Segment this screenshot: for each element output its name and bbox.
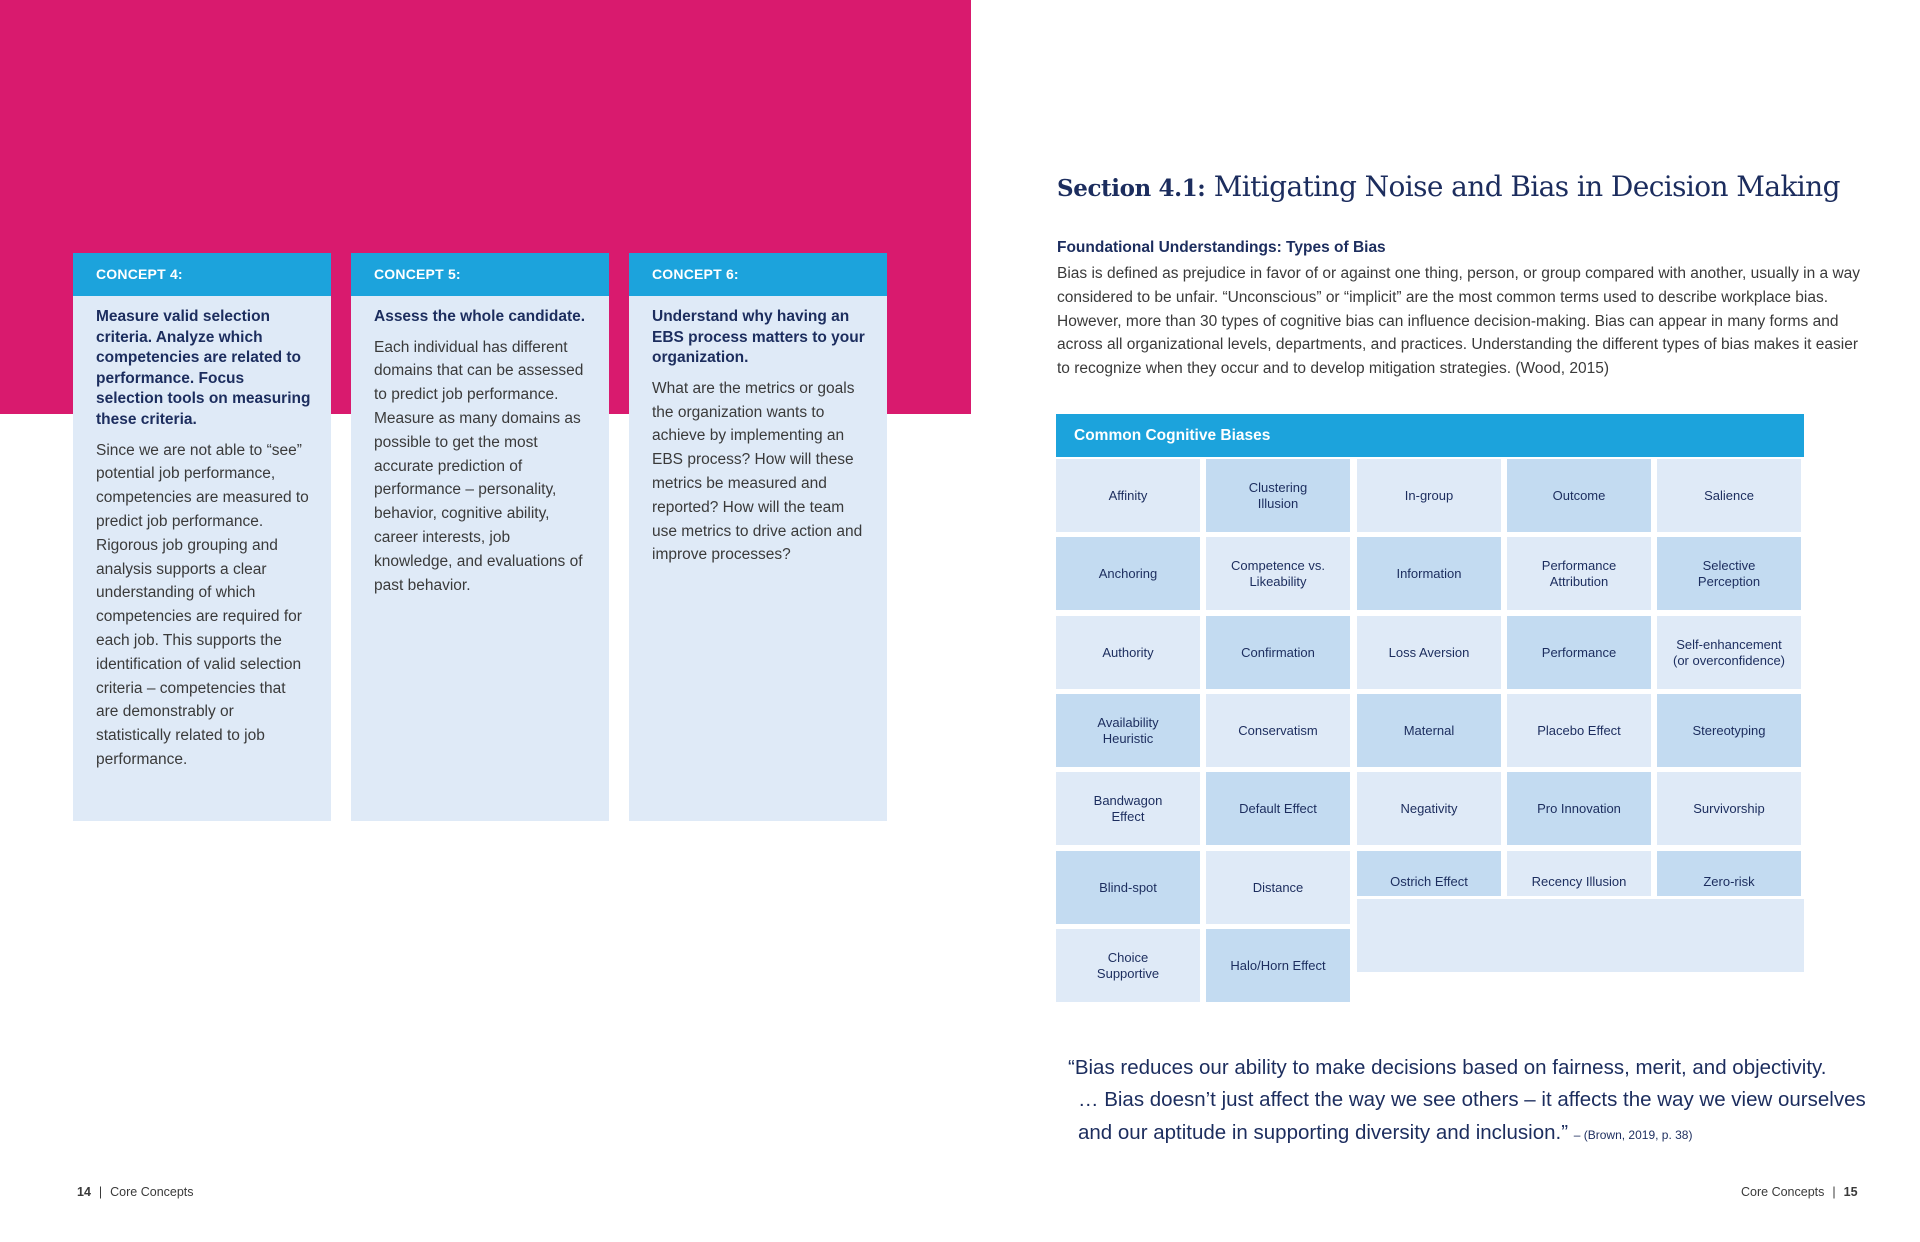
bias-cell — [1507, 851, 1651, 896]
bias-cell — [1357, 459, 1501, 532]
bias-cell-label: Recency Illusion — [1531, 874, 1627, 889]
bias-cell — [1206, 459, 1350, 532]
bias-cell-label: Loss Aversion — [1388, 644, 1470, 660]
cognitive-biases-table — [1056, 414, 1804, 981]
concept-card-body: Each individual has different domains that can be assessed to predict job performance. Measure as many domains as possible to get the most accurate prediction of performance – personality, behavior, cognitive ability, career interests, job knowledge, and evaluations of past behavior. — [374, 338, 584, 594]
bias-cell-label: Negativity — [1400, 800, 1458, 816]
bias-cell-label: Blind-spot — [1099, 879, 1157, 895]
concept-card-title: Measure valid selection criteria. Analyze which competencies are related to performance. Focus selection tools on measuring these criteria. — [96, 308, 311, 428]
concept-card-title: Assess the whole candidate. — [374, 308, 586, 325]
bias-cell-label: Self-enhancement (or overconfidence) — [1673, 636, 1785, 668]
bias-cell — [1657, 851, 1801, 896]
quote-citation: – (Brown, 2019, p. 38) — [1573, 1127, 1693, 1142]
section-number: Section 4.1: — [1057, 175, 1206, 202]
bias-cell — [1507, 616, 1651, 689]
concept-card-header: CONCEPT 5: — [351, 253, 609, 296]
bias-cell-label: Choice Supportive — [1096, 949, 1160, 981]
bias-cell-label: Affinity — [1108, 487, 1148, 503]
bias-cell-label: Ostrich Effect — [1390, 874, 1468, 889]
bias-cell — [1657, 694, 1801, 767]
footer-separator: | — [1832, 1185, 1836, 1199]
bias-cell — [1507, 694, 1651, 767]
bias-cell-label: Availability Heuristic — [1097, 714, 1159, 746]
bias-cell-label: Competence vs. Likeability — [1231, 557, 1325, 589]
bias-cell-label: Zero-risk — [1703, 874, 1755, 889]
concept-card-5 — [351, 253, 609, 821]
quote-line-2: … Bias doesn’t just affect the way we see others – it affects the way we view ourselves — [1078, 1088, 1866, 1112]
bias-cell-label: Anchoring — [1098, 565, 1158, 581]
bias-cell — [1056, 459, 1200, 532]
bias-cell-label: Performance — [1541, 644, 1617, 660]
bias-cell — [1357, 694, 1501, 767]
concept-card-header: CONCEPT 6: — [629, 253, 887, 296]
section-heading — [1057, 170, 1857, 203]
footer-separator: | — [98, 1185, 103, 1199]
bias-cell-label: Information — [1396, 565, 1462, 581]
bias-cell-label: Confirmation — [1241, 644, 1315, 660]
bias-cell — [1056, 772, 1200, 845]
bias-cell — [1056, 537, 1200, 610]
bias-cell — [1206, 851, 1350, 924]
bias-cell — [1056, 851, 1200, 924]
bias-cell — [1507, 459, 1651, 532]
empty-filler-block — [1357, 899, 1804, 972]
bias-cell-label: Conservatism — [1238, 722, 1318, 738]
intro-paragraph: Bias is defined as prejudice in favor of or against one thing, person, or group compared with another, usually in a way considered to be unfair. “Unconscious” or “implicit” are the most common terms used to describe workplace bias. However, more than 30 types of cognitive bias can influence decision-making. Bias can appear in many forms and across all organizational levels, departments, and practices. Understanding the different types of bias makes it easier to recognize when they occur and to develop mitigation strategies. (Wood, 2015) — [1057, 265, 1861, 378]
section-title: Mitigating Noise and Bias in Decision Making — [1213, 170, 1840, 203]
bias-cell-label: Authority — [1102, 644, 1154, 660]
concept-card-4 — [73, 253, 331, 821]
bias-cell — [1206, 772, 1350, 845]
bias-cell — [1056, 929, 1200, 1002]
bias-cell — [1056, 616, 1200, 689]
bias-cell — [1206, 537, 1350, 610]
bias-cell — [1507, 772, 1651, 845]
bias-cell-label: Bandwagon Effect — [1093, 792, 1163, 824]
bias-cell-label: Default Effect — [1239, 800, 1317, 816]
bias-cell-label: Distance — [1252, 879, 1304, 895]
bias-cell-label: In-group — [1404, 487, 1454, 503]
bias-cell-label: Stereotyping — [1692, 722, 1766, 738]
concept-card-body: Since we are not able to “see” potential job performance, competencies are measured to predict job performance. Rigorous job grouping and analysis supports a clear understanding of which competencies are required for each job. This supports the identification of valid selection criteria – competencies that are demonstrably or statistically related to job performance. — [96, 441, 309, 768]
bias-cell — [1657, 772, 1801, 845]
quote-line-3 — [1068, 1117, 1868, 1151]
page-number: 15 — [1843, 1185, 1858, 1199]
footer-right — [1741, 1185, 1858, 1199]
concept-card-header: CONCEPT 4: — [73, 253, 331, 296]
bias-cell-label: Pro Innovation — [1537, 800, 1621, 816]
concept-card-6 — [629, 253, 887, 821]
sub-heading: Foundational Understandings: Types of Bias — [1057, 239, 1386, 256]
bias-cell — [1657, 459, 1801, 532]
bias-cell — [1357, 851, 1501, 896]
bias-cell-label: Survivorship — [1693, 800, 1765, 816]
bias-cell-label: Outcome — [1552, 487, 1606, 503]
page-number: 14 — [77, 1185, 91, 1199]
bias-cell-label: Maternal — [1403, 722, 1455, 738]
table-title: Common Cognitive Biases — [1056, 414, 1804, 457]
bias-cell — [1206, 694, 1350, 767]
bias-grid — [1056, 459, 1804, 1052]
bias-cell — [1206, 616, 1350, 689]
concept-card-title: Understand why having an EBS process matters to your organization. — [652, 308, 865, 367]
bias-cell-label: Halo/Horn Effect — [1230, 957, 1326, 973]
quote-block — [1068, 1052, 1868, 1151]
bias-cell-label: Performance Attribution — [1541, 557, 1617, 589]
concept-card-body: What are the metrics or goals the organization wants to achieve by implementing an EBS process? How will these metrics be measured and reported? How will the team use metrics to drive action and improve processes? — [652, 379, 863, 564]
bias-cell-label: Clustering Illusion — [1248, 479, 1308, 511]
bias-cell-label: Salience — [1704, 487, 1754, 503]
bias-cell — [1357, 537, 1501, 610]
footer-left — [77, 1185, 194, 1199]
quote-line-3-text: and our aptitude in supporting diversity and inclusion.” — [1078, 1120, 1569, 1144]
footer-label: Core Concepts — [110, 1185, 194, 1199]
footer-label: Core Concepts — [1741, 1185, 1825, 1199]
bias-cell-label: Selective Perception — [1697, 557, 1761, 589]
bias-cell — [1657, 616, 1801, 689]
bias-cell — [1056, 694, 1200, 767]
bias-cell — [1206, 929, 1350, 1002]
quote-line-1: “Bias reduces our ability to make decisions based on fairness, merit, and objectivity. — [1068, 1056, 1827, 1079]
bias-cell — [1507, 537, 1651, 610]
bias-cell — [1657, 537, 1801, 610]
bias-cell-label: Placebo Effect — [1537, 722, 1621, 738]
bias-cell — [1357, 772, 1501, 845]
bias-cell — [1357, 616, 1501, 689]
